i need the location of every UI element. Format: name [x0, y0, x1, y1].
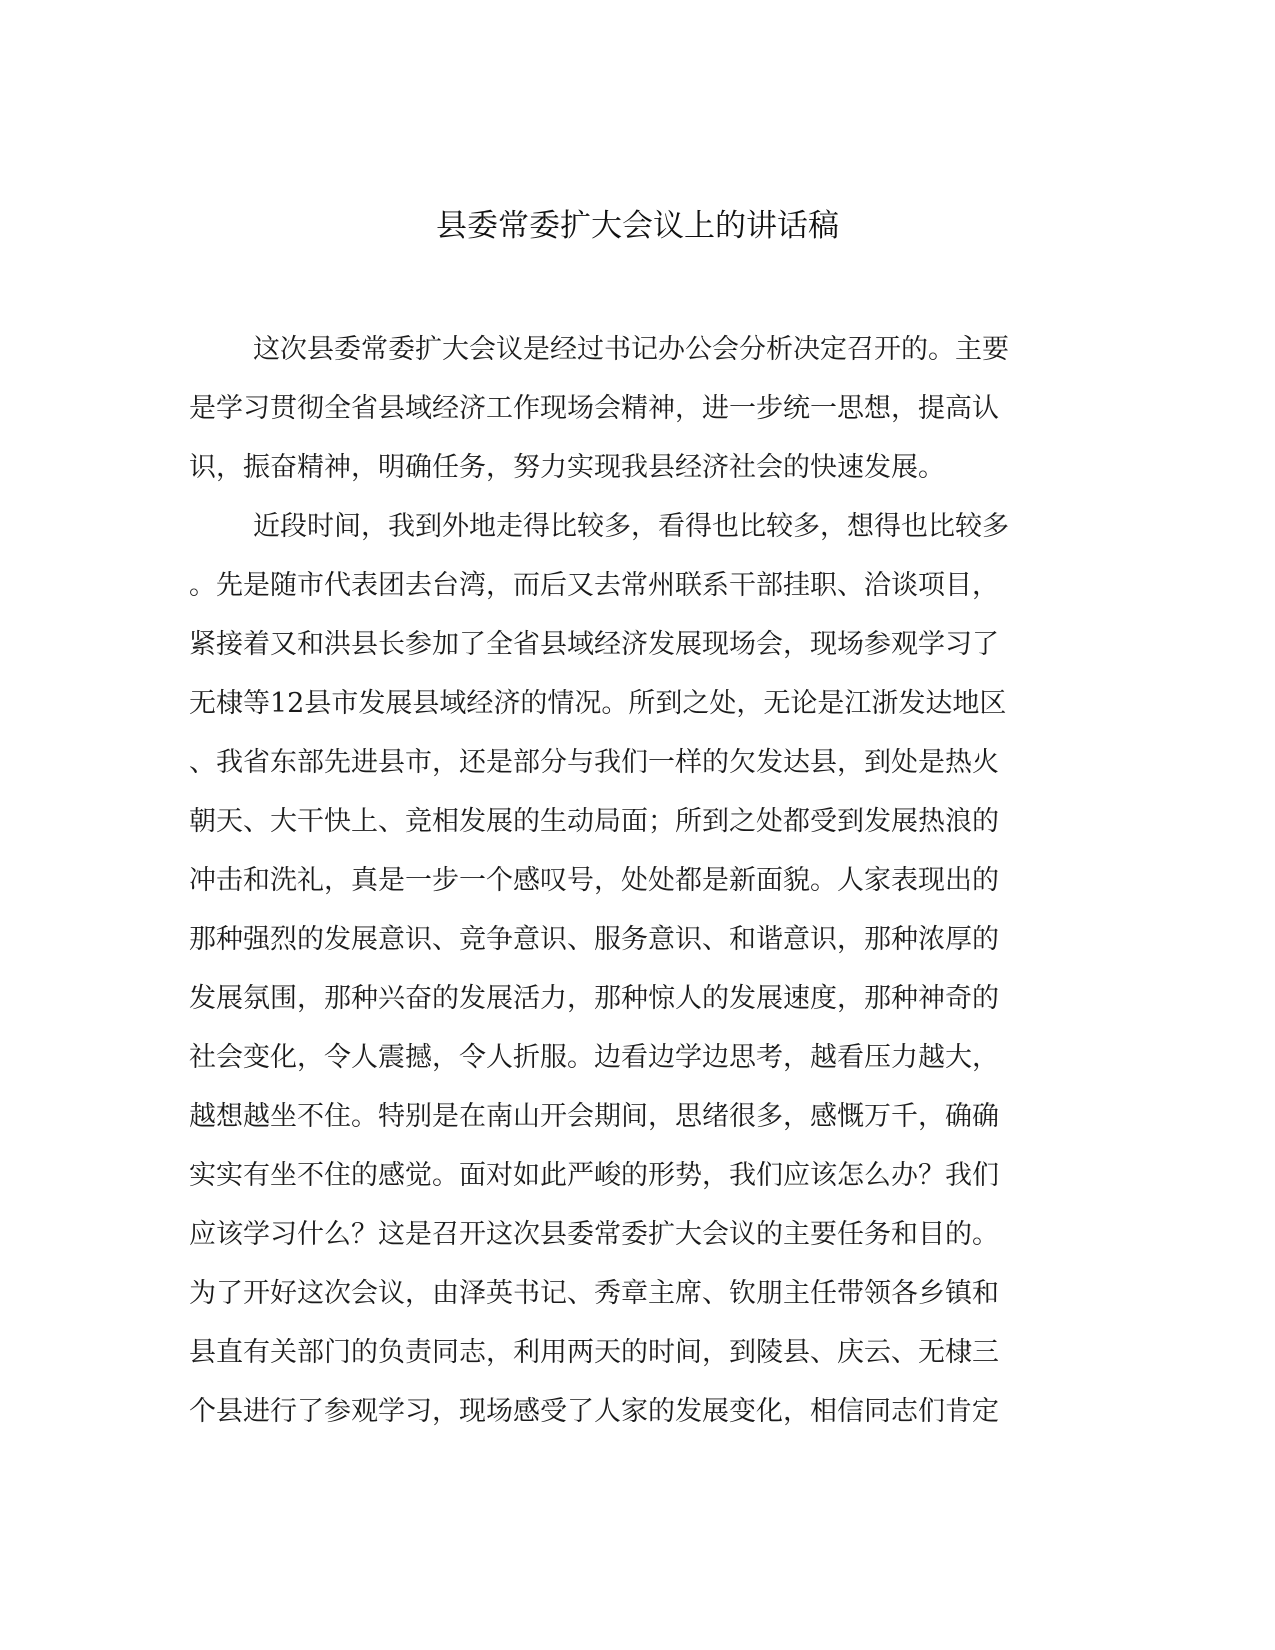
paragraph-line: 越想越坐不住。特别是在南山开会期间，思绪很多，感慨万千，确确	[189, 1101, 999, 1132]
paragraph-line: 县直有关部门的负责同志，利用两天的时间，到陵县、庆云、无棣三	[189, 1337, 999, 1368]
paragraph-line: 这次县委常委扩大会议是经过书记办公会分析决定召开的。主要	[253, 334, 1009, 365]
paragraph-line: 。先是随市代表团去台湾，而后又去常州联系干部挂职、洽谈项目，	[189, 570, 999, 601]
paragraph-line: 发展氛围，那种兴奋的发展活力，那种惊人的发展速度，那种神奇的	[189, 983, 999, 1014]
paragraph-line: 近段时间，我到外地走得比较多，看得也比较多，想得也比较多	[253, 511, 1009, 542]
paragraph-line: 为了开好这次会议，由泽英书记、秀章主席、钦朋主任带领各乡镇和	[189, 1278, 999, 1309]
paragraph-line: 实实有坐不住的感觉。面对如此严峻的形势，我们应该怎么办？我们	[189, 1160, 999, 1191]
paragraph-line: 无棣等12县市发展县域经济的情况。所到之处，无论是江浙发达地区	[189, 688, 1007, 719]
paragraph-line: 应该学习什么？这是召开这次县委常委扩大会议的主要任务和目的。	[189, 1219, 999, 1250]
paragraph-line: 、我省东部先进县市，还是部分与我们一样的欠发达县，到处是热火	[189, 747, 999, 778]
document-title: 县委常委扩大会议上的讲话稿	[436, 208, 839, 244]
paragraph-line: 是学习贯彻全省县域经济工作现场会精神，进一步统一思想，提高认	[189, 393, 999, 424]
paragraph-line: 冲击和洗礼，真是一步一个感叹号，处处都是新面貌。人家表现出的	[189, 865, 999, 896]
paragraph-line: 紧接着又和洪县长参加了全省县域经济发展现场会，现场参观学习了	[189, 629, 999, 660]
paragraph-line: 识，振奋精神，明确任务，努力实现我县经济社会的快速发展。	[189, 452, 945, 483]
paragraph-line: 社会变化，令人震撼，令人折服。边看边学边思考，越看压力越大，	[189, 1042, 999, 1073]
paragraph-line: 个县进行了参观学习，现场感受了人家的发展变化，相信同志们肯定	[189, 1396, 999, 1427]
paragraph-line: 那种强烈的发展意识、竞争意识、服务意识、和谐意识，那种浓厚的	[189, 924, 999, 955]
paragraph-line: 朝天、大干快上、竞相发展的生动局面；所到之处都受到发展热浪的	[189, 806, 999, 837]
